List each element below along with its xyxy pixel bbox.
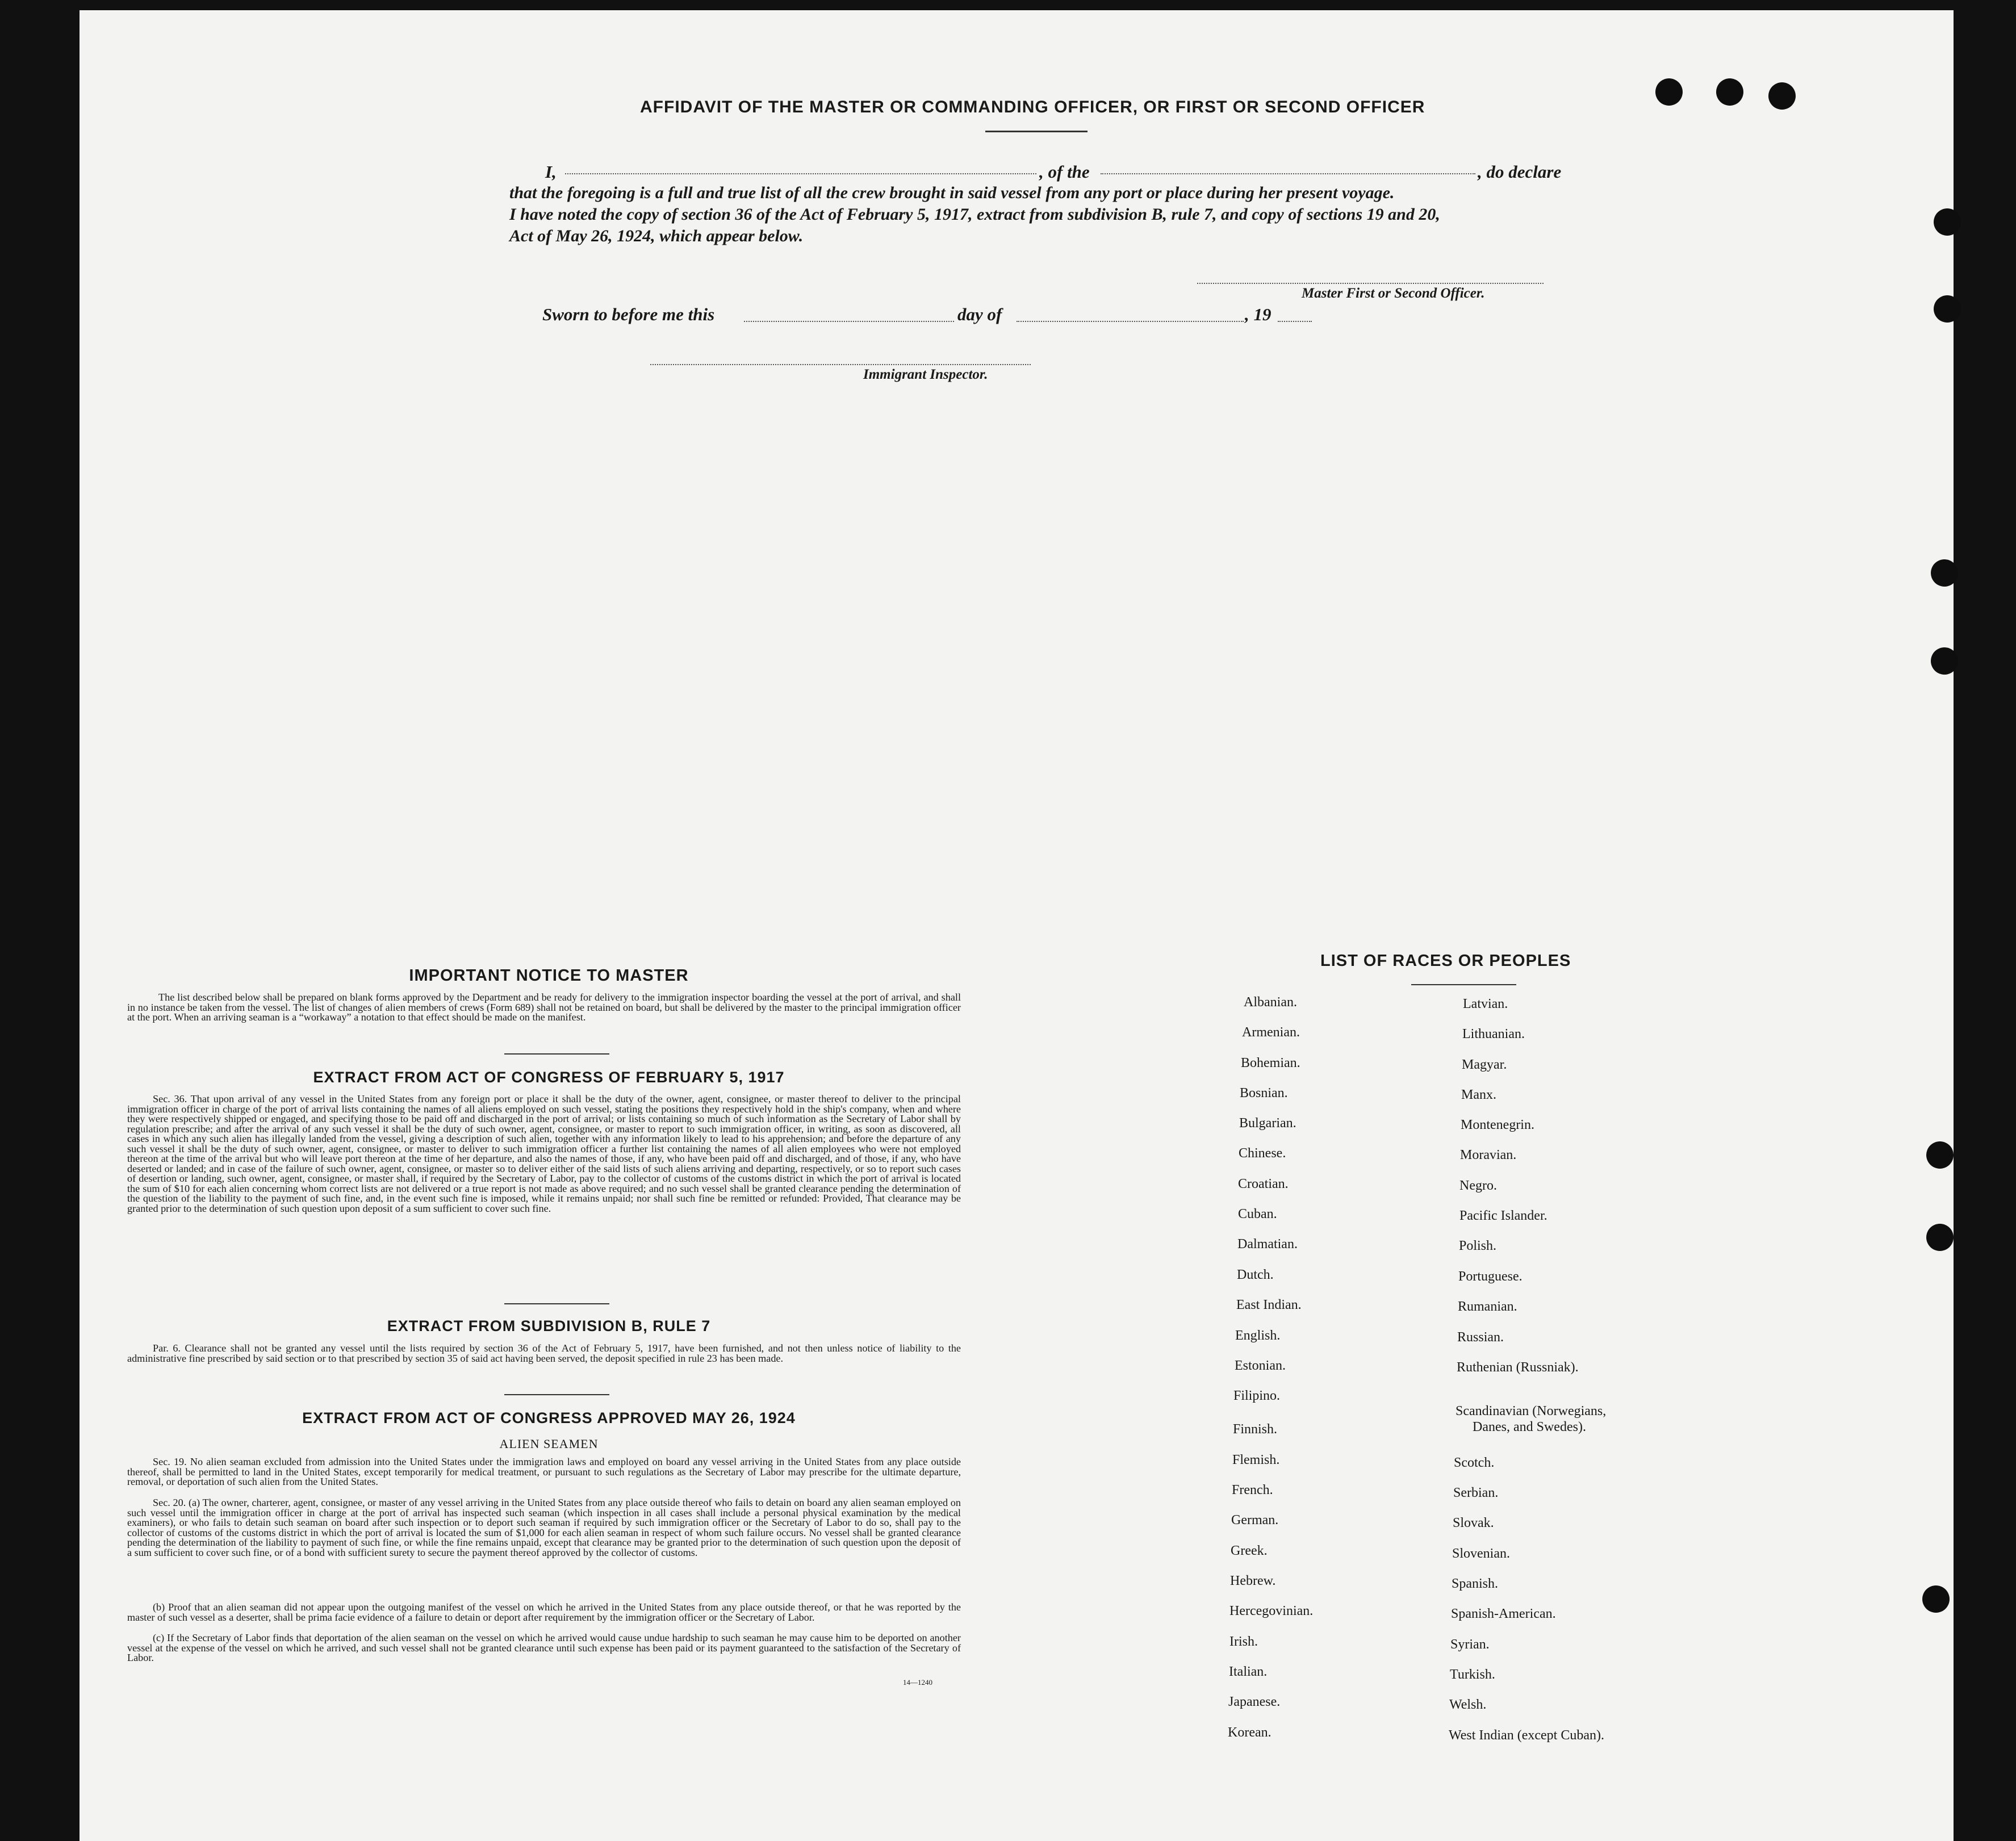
race-item: Korean.	[1228, 1725, 1271, 1740]
race-item: Portuguese.	[1458, 1269, 1523, 1284]
race-item: Polish.	[1459, 1239, 1497, 1253]
race-item: Bohemian.	[1241, 1056, 1300, 1070]
sworn-year-blank	[1278, 321, 1312, 322]
extract-1917-title: EXTRACT FROM ACT OF CONGRESS OF FEBRUARY 5, 1917	[313, 1069, 785, 1086]
form-number: 14—1240	[903, 1678, 932, 1687]
officer-caption: Master First or Second Officer.	[1302, 286, 1485, 301]
title-underline	[985, 131, 1088, 132]
race-item: German.	[1231, 1513, 1279, 1528]
extract-rule7-title: EXTRACT FROM SUBDIVISION B, RULE 7	[387, 1317, 711, 1334]
of-the-label: , of the	[1039, 162, 1090, 182]
race-item: Moravian.	[1460, 1148, 1517, 1162]
affidavit-title: AFFIDAVIT OF THE MASTER OR COMMANDING OFFICER, OR FIRST OR SECOND OFFICER	[640, 98, 1425, 116]
punch-hole	[1922, 1585, 1950, 1613]
race-item: West Indian (except Cuban).	[1449, 1728, 1604, 1743]
inspector-signature-line	[650, 364, 1031, 365]
race-item: Manx.	[1461, 1087, 1496, 1102]
punch-hole	[1768, 82, 1796, 110]
vessel-blank	[1101, 173, 1475, 174]
notice-title: IMPORTANT NOTICE TO MASTER	[409, 966, 689, 985]
race-item: French.	[1232, 1483, 1273, 1497]
punch-hole	[1655, 78, 1683, 106]
extract-rule7-text: Par. 6. Clearance shall not be granted any vessel until the lists required by section 36 of the Act of February 5, 1917, have been furnished, and not then unless notice of liability to the administrative fine prescribed by said section or to that prescribed by section 35 of said act having been served, the deposit specified in rule 23 has been made.	[127, 1342, 961, 1364]
section-divider	[504, 1394, 609, 1395]
race-item: Albanian.	[1244, 995, 1297, 1010]
day-of-label: day of	[957, 304, 1002, 324]
form-page	[80, 10, 1954, 1841]
race-item: Scandinavian (Norwegians,	[1455, 1404, 1607, 1419]
officer-signature-line	[1197, 283, 1544, 284]
name-blank	[565, 173, 1036, 174]
race-item: Finnish.	[1233, 1422, 1278, 1437]
punch-hole	[1934, 208, 1961, 236]
race-item: Ruthenian (Russniak).	[1457, 1360, 1579, 1375]
race-item: Irish.	[1229, 1634, 1258, 1649]
race-item: Bulgarian.	[1239, 1116, 1296, 1131]
race-item: Turkish.	[1450, 1667, 1495, 1682]
punch-hole	[1931, 559, 1958, 587]
race-item: Slovak.	[1453, 1516, 1494, 1530]
sec20b-text: (b) Proof that an alien seaman did not appear upon the outgoing manifest of the vessel on which he arrived in the United States from any place outside thereof, or that he was reported by the master of such vessel as a deserter, shall be prima facie evidence of a failure to detain or deport after requirement by the immigration officer or the Secretary of Labor.	[127, 1601, 961, 1623]
race-item: Spanish-American.	[1451, 1606, 1556, 1621]
race-item: Russian.	[1457, 1330, 1504, 1345]
notice-text: The list described below shall be prepared on blank forms approved by the Department and be ready for delivery to the immigration inspector boarding the vessel at the port of arrival, and shall in no instance be taken from the vessel. The list of changes of alien members of crews (Form 689) shall not be retained on board, but shall be delivered by the master to the principal immigration officer at the port. When an arriving seaman is a “workaway” a notation to that effect should be made on the manifest.	[127, 991, 961, 1023]
race-item: Japanese.	[1228, 1694, 1281, 1709]
race-item: Chinese.	[1239, 1146, 1286, 1161]
race-item: Negro.	[1459, 1178, 1497, 1193]
sworn-month-blank	[1017, 321, 1244, 322]
affidavit-line-2: that the foregoing is a full and true list of all the crew brought in said vessel from any port or place during her present voyage.	[509, 183, 1395, 202]
race-item: Bosnian.	[1240, 1086, 1288, 1101]
race-item: Syrian.	[1450, 1637, 1490, 1652]
race-item: Spanish.	[1452, 1576, 1499, 1591]
sworn-day-blank	[744, 321, 954, 322]
race-item: Armenian.	[1242, 1025, 1300, 1040]
punch-hole	[1716, 78, 1743, 106]
races-title-underline	[1411, 984, 1516, 985]
race-item: Hercegovinian.	[1229, 1604, 1314, 1618]
race-item: Latvian.	[1463, 997, 1508, 1011]
punch-hole	[1926, 1141, 1954, 1169]
affidavit-line-4: Act of May 26, 1924, which appear below.	[509, 227, 804, 245]
race-item: Croatian.	[1238, 1177, 1289, 1191]
race-item: Magyar.	[1462, 1057, 1507, 1072]
race-item: Lithuanian.	[1462, 1027, 1525, 1041]
race-item: Italian.	[1229, 1664, 1268, 1679]
sec20c-text: (c) If the Secretary of Labor finds that deportation of the alien seaman on the vessel on which he arrived would cause undue hardship to such seaman he may cause him to be deported on another vessel at the expense of the vessel on which he arrived, and such vessel shall not be granted clearance until such expense has been paid or its payment guaranteed to the satisfaction of the Secretary of Labor.	[127, 1632, 961, 1663]
race-item: Greek.	[1231, 1543, 1268, 1558]
race-item: Filipino.	[1233, 1388, 1281, 1403]
race-item: Rumanian.	[1458, 1299, 1517, 1314]
race-item: Pacific Islander.	[1459, 1208, 1547, 1223]
race-item: Scotch.	[1454, 1455, 1495, 1470]
affidavit-line-1: I,	[545, 162, 557, 182]
race-item: Flemish.	[1232, 1453, 1280, 1467]
race-item: Serbian.	[1453, 1486, 1499, 1500]
race-item: English.	[1235, 1328, 1281, 1343]
race-item: Slovenian.	[1452, 1546, 1510, 1561]
race-item: Hebrew.	[1230, 1574, 1276, 1588]
race-item: Dalmatian.	[1237, 1237, 1298, 1252]
alien-seamen-subtitle: ALIEN SEAMEN	[499, 1437, 599, 1451]
sworn-prefix: Sworn to before me this	[542, 304, 715, 324]
race-item: Cuban.	[1238, 1207, 1277, 1221]
race-item: East Indian.	[1236, 1298, 1302, 1312]
races-title: LIST OF RACES OR PEOPLES	[1320, 952, 1571, 970]
race-item: Danes, and Swedes).	[1473, 1420, 1586, 1434]
section-divider	[504, 1053, 609, 1055]
punch-hole	[1926, 1224, 1954, 1251]
sec20a-text: Sec. 20. (a) The owner, charterer, agent, consignee, or master of any vessel arriving in the United States from any place outside thereof who fails to detain on board any alien seaman employed on such vessel until the immigration officer in charge at the port of arrival has inspected such seaman (which inspection in all cases shall include a personal physical examination by the medical examiners), or who fails to detain such seaman on board after such inspection or to deport such seaman if required by such immigration officer or the Secretary of Labor to do so, shall pay to the collector of customs of the customs district in which the port of arrival is located the sum of $1,000 for each alien seaman in respect of whom such failure occurs. No vessel shall be granted clearance pending the determination of the liability to payment of such fine, or while the fine remains unpaid, except that clearance may be granted prior to the determination of such question upon the deposit of a sum sufficient to cover such fine, or of a bond with sufficient surety to secure the payment thereof approved by the collector of customs.	[127, 1497, 961, 1558]
race-item: Dutch.	[1237, 1267, 1274, 1282]
punch-hole	[1934, 295, 1961, 323]
extract-1924-title: EXTRACT FROM ACT OF CONGRESS APPROVED MAY 26, 1924	[302, 1409, 796, 1426]
race-item: Montenegrin.	[1461, 1118, 1534, 1132]
section-divider	[504, 1303, 609, 1304]
extract-1917-text: Sec. 36. That upon arrival of any vessel in the United States from any foreign port or place it shall be the duty of the owner, agent, consignee, or master thereof to deliver to the principal immigration officer in charge of the port of arrival lists containing the names of all aliens employed on such vessel, stating the positions they respectively hold in the ship's company, when and where they were respectively shipped or engaged, and specifying those to be paid off and discharged in the port of arrival; or lists containing so much of such information as the Secretary of Labor shall by regulation prescribe; and after the arrival of any such vessel it shall be the duty of such owner, agent, consignee, or master to report to such immigration officer, in writing, as soon as discovered, all cases in which any such alien has illegally landed from the vessel, giving a description of such alien, together with any information likely to lead to his apprehension; and before the departure of any such vessel it shall be the duty of such owner, agent, consignee, or master to deliver to such immigration officer a further list containing the names of all alien employees who were not employed thereon at the time of the arrival but who will leave port thereon at the time of her departure, and also the names of those, if any, who have been paid off and discharged, and of those, if any, who have deserted or landed; and in case of the failure of such owner, agent, consignee, or master so to deliver either of the said lists of such aliens arriving and departing, respectively, or so to report such cases of desertion or landing, such owner, agent, consignee, or master shall, if required by the Secretary of Labor, pay to the collector of customs of the customs district in which the port of arrival is located the sum of $10 for each alien concerning whom correct lists are not delivered or a true report is not made as above required; and no such vessel shall be granted clearance pending the determination of the question of the liability to the payment of such fine, and, in the event such fine is imposed, while it remains unpaid; nor shall such fine be remitted or refunded: Provided, That clearance may be granted prior to the determination of such question upon deposit of a sum sufficient to cover such fine.	[127, 1093, 961, 1214]
race-item: Welsh.	[1449, 1697, 1487, 1712]
inspector-caption: Immigrant Inspector.	[863, 367, 988, 382]
punch-hole	[1931, 647, 1958, 675]
year-label: , 19	[1245, 304, 1271, 324]
sec19-text: Sec. 19. No alien seaman excluded from admission into the United States under the immigration laws and employed on board any vessel arriving in the United States from any place outside thereof, shall be permitted to land in the United States, except temporarily for medical treatment, or pursuant to such regulations as the Secretary of Labor may prescribe for the ultimate departure, removal, or deportation of such alien from the United States.	[127, 1456, 961, 1487]
affidavit-line-3: I have noted the copy of section 36 of the Act of February 5, 1917, extract from subdivision B, rule 7, and copy of sections 19 and 20,	[509, 205, 1440, 224]
declare-label: , do declare	[1478, 162, 1562, 182]
race-item: Estonian.	[1235, 1358, 1286, 1373]
